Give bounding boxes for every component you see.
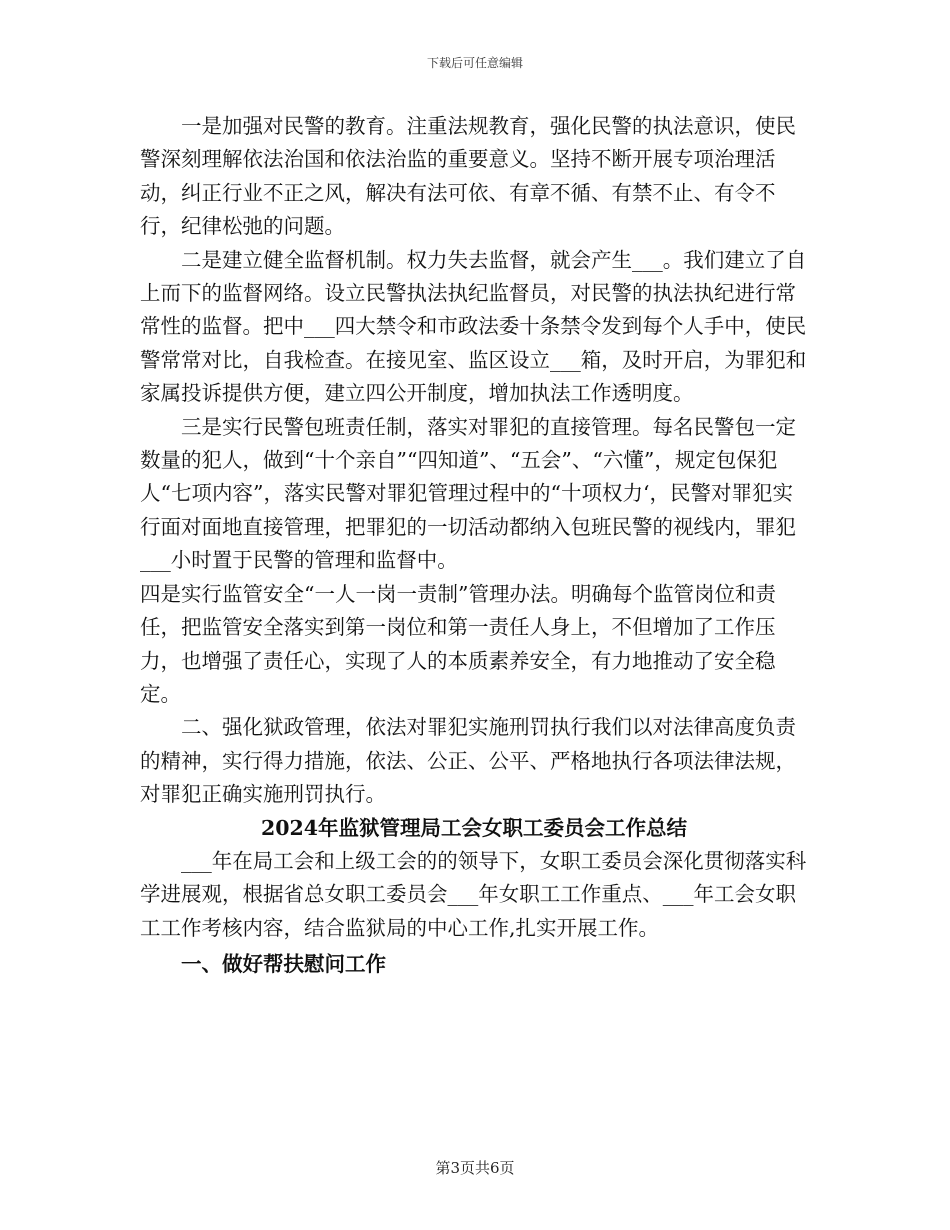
paragraph-summary-intro: ___年在局工会和上级工会的的领导下，女职工委员会深化贯彻落实科学进展观，根据省总女职工委员会___年女职工工作重点、___年工会女职工工作考核内容，结合监狱局的中心工作,扎实开展工作。 (140, 848, 807, 940)
paragraph-prison-management: 二、强化狱政管理，依法对罪犯实施刑罚执行我们以对法律高度负责的精神，实行得力措施，依法、公正、公平、严格地执行各项法律法规，对罪犯正确实施刑罚执行。 (140, 715, 796, 807)
paragraph-safety: 四是实行监管安全“一人一岗一责制”管理办法。明确每个监管岗位和责任，把监管安全落实到第一岗位和第一责任人身上，不但增加了工作压力，也增强了责任心，实现了人的本质素养安全，有力地推动了安全稳定。 (140, 581, 776, 706)
document-body (140, 110, 808, 982)
section-heading: 一、做好帮扶慰问工作 (181, 952, 386, 977)
paragraph-responsibility: 三是实行民警包班责任制，落实对罪犯的直接管理。每名民警包一定数量的犯人，做到“十个亲自”“四知道”、“五会”、“六懂”，规定包保犯人“七项内容”，落实民警对罪犯管理过程中的“十项权力‘，民警对罪犯实行面对面地直接管理，把罪犯的一切活动都纳入包班民警的视线内，罪犯___小时置于民警的管理和监督中。 (140, 414, 796, 573)
page-footer: 第3页共6页 (435, 1159, 515, 1177)
paragraph-supervision: 二是建立健全监督机制。权力失去监督，就会产生___。我们建立了自上而下的监督网络。设立民警执法执纪监督员，对民警的执法执纪进行常常性的监督。把中___四大禁令和市政法委十条禁令发到每个人手中，使民警常常对比，自我检查。在接见室、监区设立___箱，及时开启，为罪犯和家属投诉提供方便，建立四公开制度，增加执法工作透明度。 (140, 247, 807, 406)
section-title: 2024年监狱管理局工会女职工委员会工作总结 (260, 815, 688, 840)
paragraph-education: 一是加强对民警的教育。注重法规教育，强化民警的执法意识，使民警深刻理解依法治国和依法治监的重要意义。坚持不断开展专项治理活动，纠正行业不正之风，解决有法可依、有章不循、有禁不止、有令不行，纪律松弛的问题。 (140, 114, 796, 239)
page-header: 下载后可任意编辑 (426, 56, 523, 70)
